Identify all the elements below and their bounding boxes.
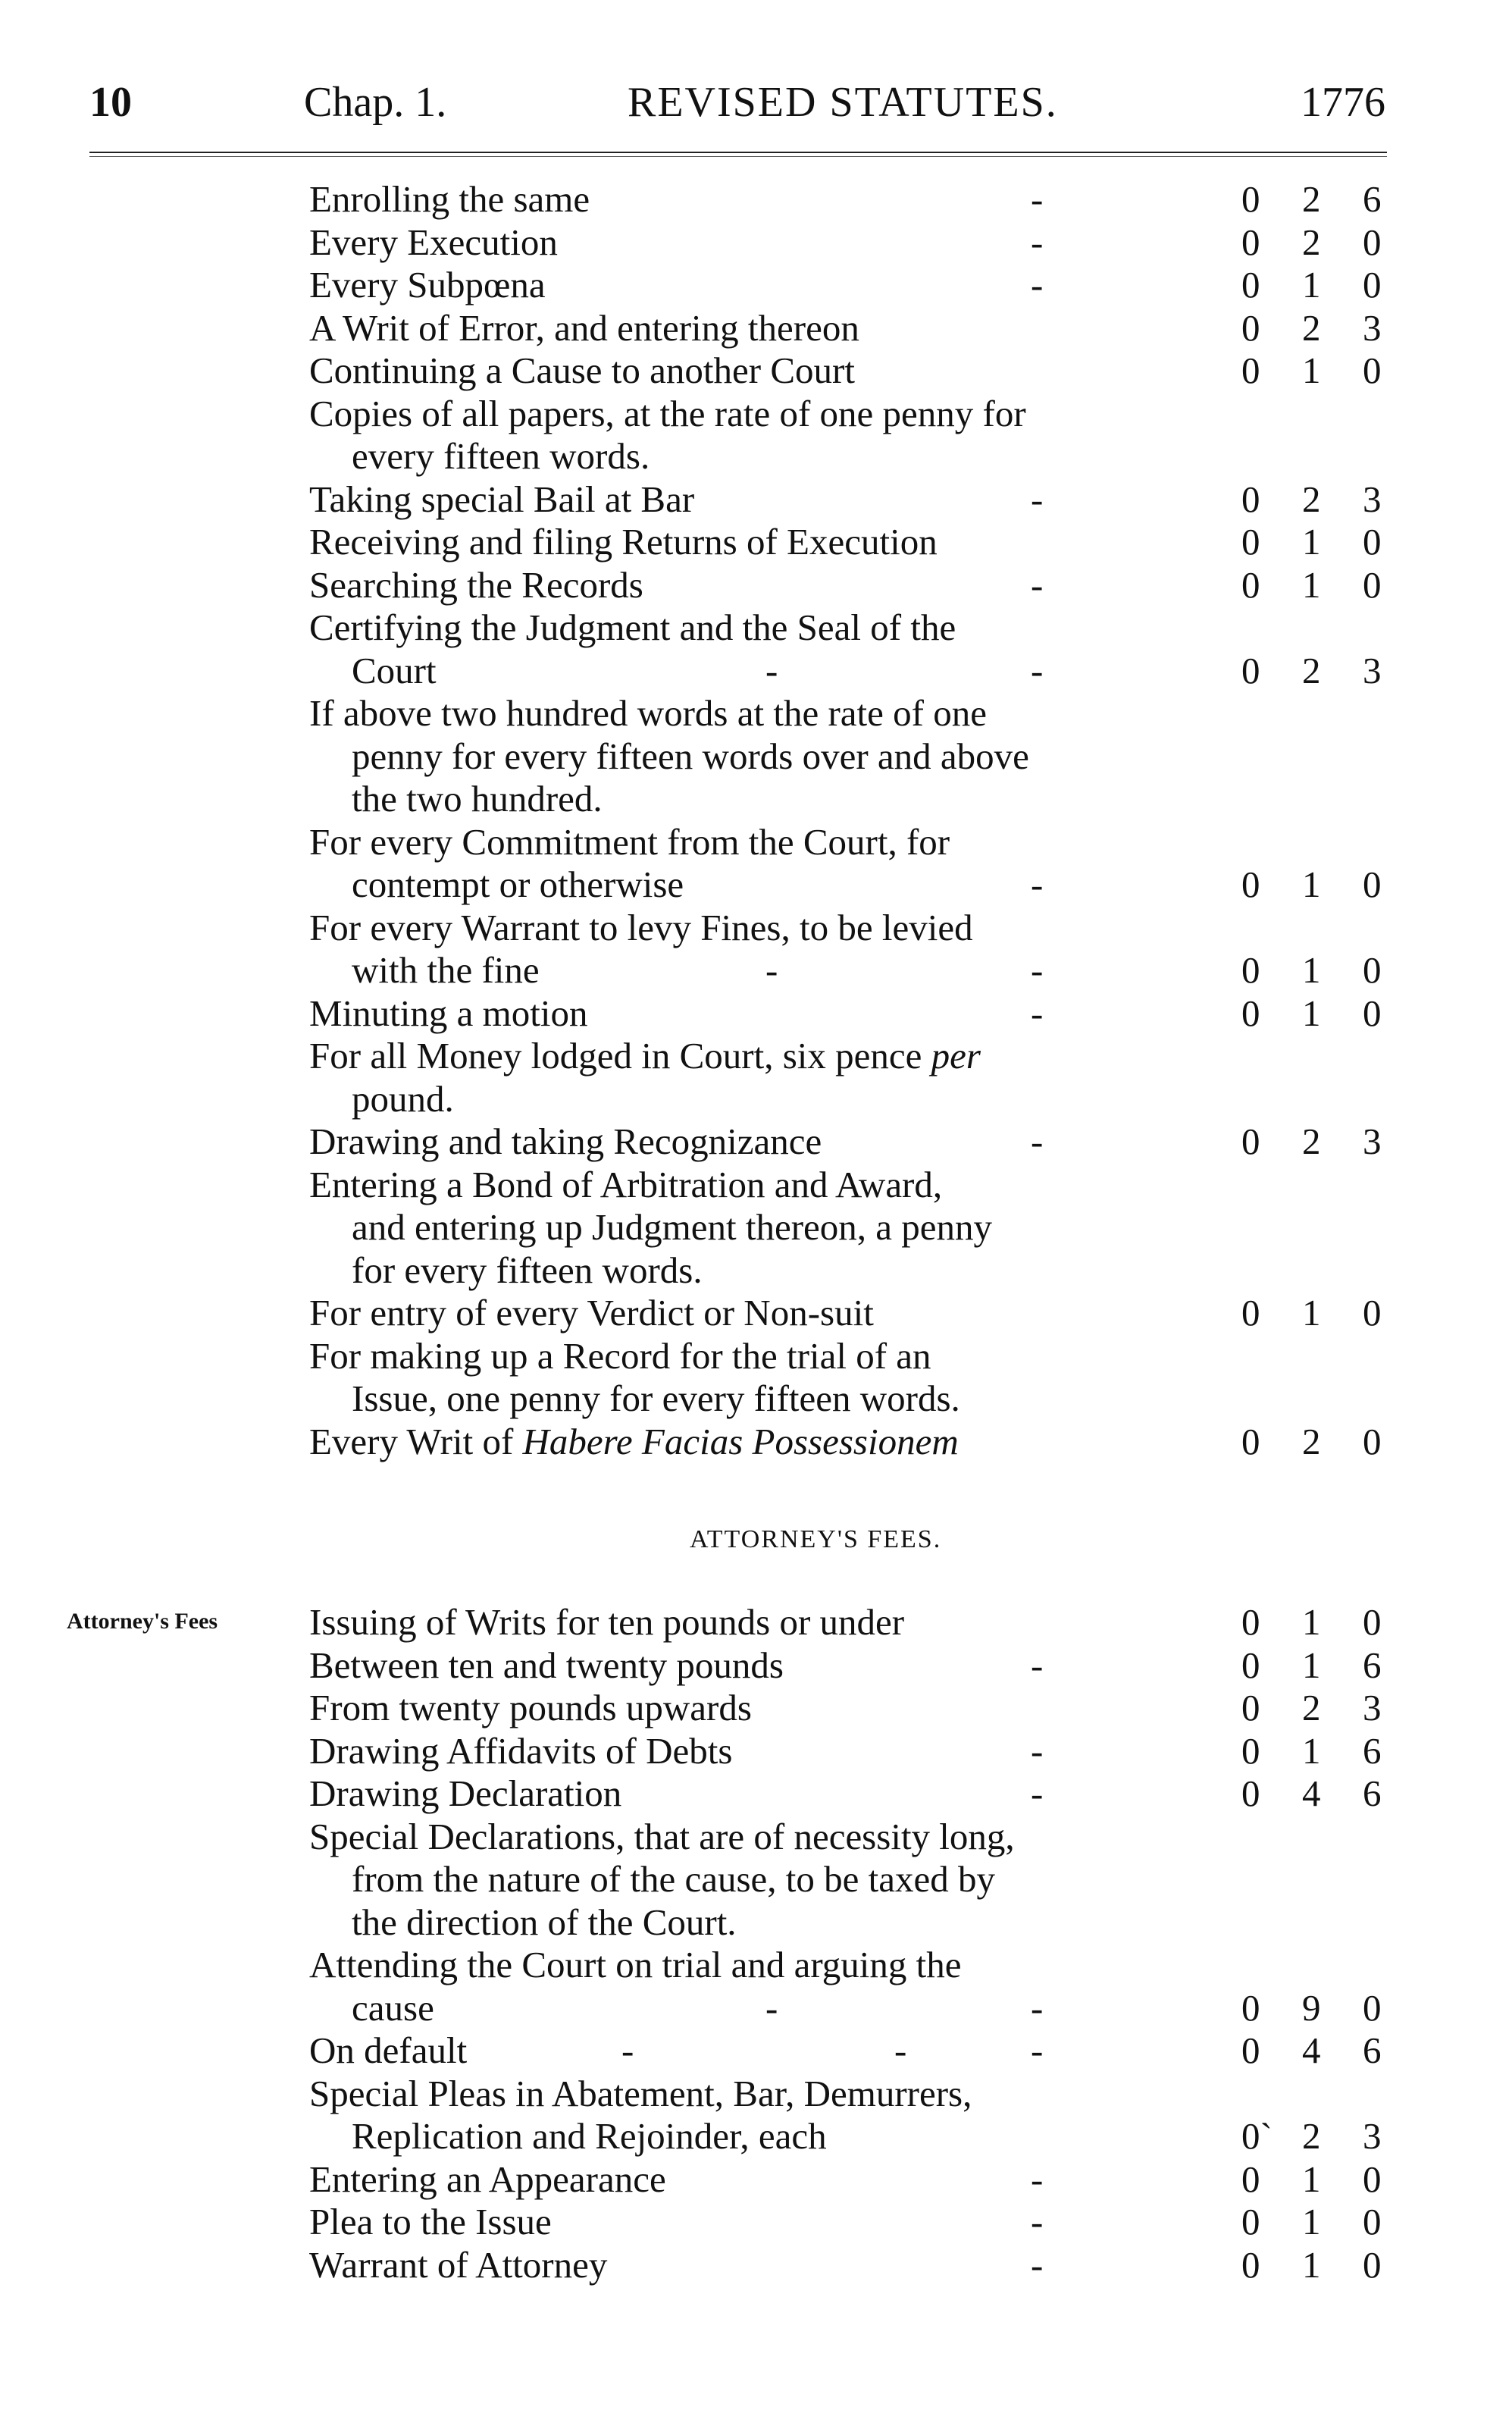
- fee-entry: [309, 692, 1408, 821]
- fee-entry-text: contempt or otherwise: [352, 863, 684, 905]
- fee-entry: [309, 178, 1408, 221]
- amount-shillings: 4: [1302, 1772, 1321, 1814]
- amount-shillings: 2: [1302, 478, 1321, 520]
- fee-entry-text: every fifteen words.: [352, 435, 650, 477]
- fee-entry: [309, 2073, 1408, 2158]
- amount-pence: 0: [1363, 521, 1382, 563]
- amount-shillings: 2: [1302, 1420, 1321, 1462]
- amount-shillings: 1: [1302, 1292, 1321, 1333]
- fee-entry-text: For entry of every Verdict or Non-suit: [309, 1292, 874, 1333]
- fee-entry-text: Plea to the Issue: [309, 2201, 552, 2242]
- amount-shillings: 1: [1302, 349, 1321, 391]
- leader-dash: -: [1031, 221, 1044, 263]
- fee-entry: [309, 606, 1408, 692]
- fee-entry: [309, 1644, 1408, 1688]
- fee-entry: [309, 1335, 1408, 1421]
- amount-pounds: 0: [1241, 1772, 1260, 1814]
- fee-entry: [309, 264, 1408, 307]
- amount-shillings: 2: [1302, 306, 1321, 349]
- fee-entry-text: with the fine: [352, 949, 540, 991]
- amount-pounds: 0: [1241, 478, 1260, 520]
- amount-shillings: 2: [1302, 1687, 1321, 1728]
- fee-entry: [309, 2244, 1408, 2287]
- fee-entry-text: Certifying the Judgment and the Seal of the: [309, 606, 956, 648]
- amount-pence: 6: [1363, 1644, 1382, 1686]
- fee-entry-text: If above two hundred words at the rate of one: [309, 692, 987, 734]
- page-number: 10: [89, 79, 132, 126]
- amount-pence: 3: [1363, 1687, 1382, 1728]
- leader-dash: -: [1031, 1120, 1044, 1162]
- fee-entry: [309, 393, 1408, 478]
- amount-pence: 0: [1363, 349, 1382, 391]
- amount-pence: 6: [1363, 1772, 1382, 1814]
- amount-pence: 0: [1363, 1601, 1382, 1643]
- fee-entry: [309, 1292, 1408, 1335]
- amount-pence: 3: [1363, 649, 1382, 691]
- amount-pounds: 0: [1241, 349, 1260, 391]
- fee-entry-text: On default: [309, 2029, 468, 2071]
- fee-entry: [309, 907, 1408, 992]
- amount-shillings: 1: [1302, 563, 1321, 606]
- amount-shillings: 2: [1302, 221, 1321, 263]
- fee-entry: [309, 564, 1408, 607]
- fee-entry-text: Minuting a motion: [309, 992, 588, 1034]
- amount-pounds: 0: [1241, 306, 1260, 349]
- fee-entry-text: penny for every fifteen words over and above: [352, 735, 1029, 777]
- amount-pence: 0: [1363, 863, 1382, 905]
- leader-dash: -: [1031, 1772, 1044, 1814]
- amount-shillings: 9: [1302, 1986, 1321, 2029]
- amount-shillings: 1: [1302, 264, 1321, 306]
- amount-pounds: 0: [1241, 1729, 1260, 1772]
- fee-entry-text: Copies of all papers, at the rate of one penny for: [309, 392, 1026, 434]
- fee-entry-text: Every Writ of Habere Facias Possessionem: [309, 1420, 959, 1462]
- leader-dash: -: [1031, 949, 1044, 991]
- fee-entry: [309, 221, 1408, 265]
- fee-entry-text: For every Warrant to levy Fines, to be levied: [309, 906, 973, 948]
- amount-pence: 3: [1363, 1120, 1382, 1162]
- fee-entry: [309, 1035, 1408, 1120]
- fee-entry-text: From twenty pounds upwards: [309, 1687, 752, 1728]
- fee-entry: [309, 2029, 1408, 2073]
- leader-dash: -: [1031, 178, 1044, 220]
- fee-entry-text: the direction of the Court.: [352, 1901, 737, 1943]
- fee-entry: [309, 2201, 1408, 2244]
- amount-shillings: 1: [1302, 863, 1321, 905]
- amount-pounds: 0: [1241, 1420, 1260, 1462]
- amount-shillings: 1: [1302, 2243, 1321, 2286]
- fee-entry-text: Court: [352, 649, 437, 691]
- fee-entry-text: Special Declarations, that are of necessity long,: [309, 1815, 1015, 1857]
- fee-entry-text: For all Money lodged in Court, six pence per: [309, 1035, 981, 1077]
- leader-dash: -: [1031, 1644, 1044, 1686]
- amount-pounds: 0: [1241, 1687, 1260, 1728]
- amount-pence: 3: [1363, 478, 1382, 520]
- fee-entry-text: Attending the Court on trial and arguing the: [309, 1944, 962, 1985]
- amount-shillings: 2: [1302, 2115, 1321, 2157]
- fee-entry-text: Every Subpœna: [309, 264, 546, 306]
- fee-entry: [309, 1120, 1408, 1164]
- fee-entry-text: Every Execution: [309, 221, 558, 263]
- fee-entry-text: and entering up Judgment thereon, a penny: [352, 1206, 993, 1248]
- fee-entry: [309, 992, 1408, 1036]
- leader-dash: -: [1031, 863, 1044, 905]
- fee-entry-text: Entering an Appearance: [309, 2158, 666, 2200]
- amount-pence: 0: [1363, 1292, 1382, 1333]
- running-header: [82, 72, 1393, 133]
- amount-pounds: 0: [1241, 2029, 1260, 2071]
- leader-dash: -: [1031, 992, 1044, 1034]
- fee-entry: [309, 1421, 1408, 1464]
- header-rule: [89, 152, 1387, 157]
- amount-shillings: 2: [1302, 178, 1321, 220]
- amount-pounds: 0: [1241, 2243, 1260, 2286]
- amount-pence: 0: [1363, 1420, 1382, 1462]
- running-title: REVISED STATUTES.: [628, 79, 1058, 126]
- leader-dash: -: [1031, 478, 1044, 520]
- leader-dash: -: [1031, 563, 1044, 606]
- amount-shillings: 1: [1302, 1644, 1321, 1686]
- amount-pounds: 0: [1241, 992, 1260, 1034]
- year-label: 1776: [1301, 79, 1385, 126]
- fee-entry-text: Continuing a Cause to another Court: [309, 349, 855, 391]
- fee-entry: [309, 478, 1408, 522]
- fee-entry-text: the two hundred.: [352, 778, 603, 820]
- amount-pounds: 0: [1241, 649, 1260, 691]
- fee-entry-text: Drawing Declaration: [309, 1772, 622, 1814]
- fee-entry-text: A Writ of Error, and entering thereon: [309, 306, 859, 349]
- amount-pounds: 0: [1241, 863, 1260, 905]
- fee-entry-text: Warrant of Attorney: [309, 2243, 608, 2286]
- fee-entry-text: for every fifteen words.: [352, 1249, 703, 1291]
- amount-shillings: 1: [1302, 992, 1321, 1034]
- fee-entry: [309, 307, 1408, 350]
- amount-shillings: 2: [1302, 1120, 1321, 1162]
- amount-shillings: 1: [1302, 2158, 1321, 2200]
- fee-entry-text: from the nature of the cause, to be taxed by: [352, 1858, 996, 1900]
- amount-shillings: 1: [1302, 2201, 1321, 2242]
- amount-pounds: 0: [1241, 178, 1260, 220]
- leader-dash: -: [1031, 2201, 1044, 2242]
- amount-pence: 0: [1363, 949, 1382, 991]
- amount-pounds: 0: [1241, 221, 1260, 263]
- leader-dash: -: [765, 949, 778, 991]
- amount-pence: 6: [1363, 2029, 1382, 2071]
- fee-entry-text: Issue, one penny for every fifteen words.: [352, 1377, 960, 1419]
- amount-pounds: 0: [1241, 2158, 1260, 2200]
- amount-pence: 0: [1363, 221, 1382, 263]
- fee-entry-text: Searching the Records: [309, 563, 643, 606]
- amount-pounds: 0: [1241, 563, 1260, 606]
- section-heading-attorneys-fees: ATTORNEY'S FEES.: [690, 1525, 942, 1553]
- fee-entry-text: Between ten and twenty pounds: [309, 1644, 784, 1686]
- amount-pence: 3: [1363, 306, 1382, 349]
- fee-entry-text: Taking special Bail at Bar: [309, 478, 695, 520]
- leader-dash: -: [1031, 649, 1044, 691]
- fee-entry-text: Receiving and filing Returns of Execution: [309, 521, 938, 563]
- amount-shillings: 1: [1302, 1729, 1321, 1772]
- leader-dash: -: [1031, 2243, 1044, 2286]
- fee-entry-text: For making up a Record for the trial of an: [309, 1334, 931, 1377]
- amount-pence: 0: [1363, 1986, 1382, 2029]
- amount-shillings: 1: [1302, 949, 1321, 991]
- fee-entry-text: For every Commitment from the Court, for: [309, 820, 950, 863]
- fee-entry-text: cause: [352, 1986, 434, 2029]
- amount-pence: 6: [1363, 1729, 1382, 1772]
- leader-dash: -: [765, 1986, 778, 2029]
- amount-shillings: 1: [1302, 521, 1321, 563]
- amount-pence: 3: [1363, 2115, 1382, 2157]
- fee-entry-text: Issuing of Writs for ten pounds or under: [309, 1601, 905, 1643]
- amount-pence: 0: [1363, 992, 1382, 1034]
- amount-shillings: 1: [1302, 1601, 1321, 1643]
- amount-pounds: 0: [1241, 521, 1260, 563]
- leader-dash: -: [621, 2029, 634, 2071]
- fee-entry: [309, 1730, 1408, 1773]
- fee-entry: [309, 521, 1408, 564]
- amount-pounds: 0: [1241, 1986, 1260, 2029]
- fee-entry-text: Replication and Rejoinder, each: [352, 2115, 827, 2157]
- fee-entry-text: Entering a Bond of Arbitration and Award,: [309, 1163, 943, 1205]
- leader-dash: -: [1031, 1729, 1044, 1772]
- leader-dash: -: [765, 649, 778, 691]
- amount-pence: 0: [1363, 563, 1382, 606]
- amount-pounds: 0: [1241, 1644, 1260, 1686]
- amount-shillings: 2: [1302, 649, 1321, 691]
- fee-entry: [309, 1944, 1408, 2029]
- margin-note: Attorney's Fees: [67, 1609, 218, 1634]
- fee-entry: [309, 1601, 1408, 1644]
- amount-pounds: 0`: [1241, 2115, 1273, 2157]
- amount-pence: 0: [1363, 2201, 1382, 2242]
- fee-entry: [309, 1772, 1408, 1816]
- amount-pounds: 0: [1241, 264, 1260, 306]
- amount-pence: 6: [1363, 178, 1382, 220]
- fee-entry: [309, 2158, 1408, 2202]
- fee-entry: [309, 1687, 1408, 1730]
- amount-pounds: 0: [1241, 1120, 1260, 1162]
- amount-pence: 0: [1363, 2158, 1382, 2200]
- amount-pounds: 0: [1241, 1292, 1260, 1333]
- amount-pounds: 0: [1241, 2201, 1260, 2242]
- amount-pence: 0: [1363, 264, 1382, 306]
- leader-dash: -: [1031, 1986, 1044, 2029]
- leader-dash: -: [1031, 2158, 1044, 2200]
- leader-dash: -: [894, 2029, 907, 2071]
- amount-shillings: 4: [1302, 2029, 1321, 2071]
- fee-entry-text: pound.: [352, 1077, 454, 1120]
- fee-entry-text: Special Pleas in Abatement, Bar, Demurrers,: [309, 2072, 972, 2114]
- fee-entry-text: Drawing and taking Recognizance: [309, 1120, 822, 1162]
- fee-entry-text: Enrolling the same: [309, 178, 590, 220]
- leader-dash: -: [1031, 264, 1044, 306]
- fee-entry-text: Drawing Affidavits of Debts: [309, 1729, 733, 1772]
- leader-dash: -: [1031, 2029, 1044, 2071]
- fee-entry: [309, 1164, 1408, 1293]
- amount-pence: 0: [1363, 2243, 1382, 2286]
- fee-entry: [309, 349, 1408, 393]
- chapter-label: Chap. 1.: [304, 79, 447, 126]
- amount-pounds: 0: [1241, 1601, 1260, 1643]
- amount-pounds: 0: [1241, 949, 1260, 991]
- fee-entry: [309, 1816, 1408, 1945]
- fee-entry: [309, 821, 1408, 907]
